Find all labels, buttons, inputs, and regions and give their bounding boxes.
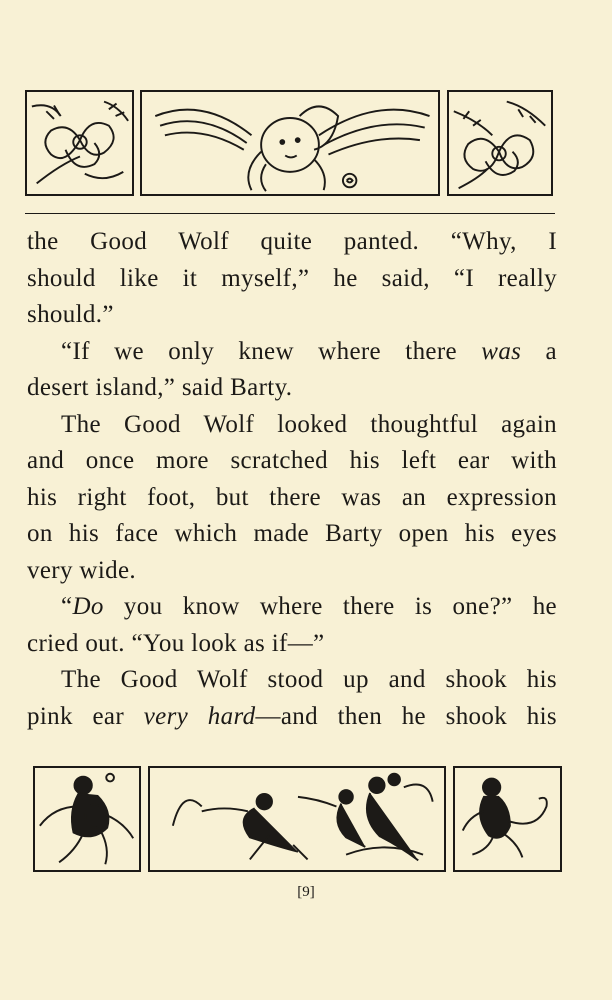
body-text	[27, 224, 557, 735]
monkeys-running-illustration-icon	[150, 768, 444, 870]
text-line	[27, 407, 557, 444]
bottom-border-center-panel	[148, 766, 446, 872]
italic-text: was	[481, 337, 522, 365]
text-run: and once more scratched his left ear with	[27, 447, 557, 474]
text-run: on his face which made Barty open his eyes	[27, 520, 557, 547]
text-line	[27, 370, 557, 407]
text-line	[27, 224, 557, 261]
text-run: “If we only knew where there	[61, 337, 482, 365]
text-run: a	[521, 337, 557, 365]
text-run: should like it myself,” he said, “I really	[27, 264, 557, 292]
text-line	[27, 553, 557, 590]
text-run: The Good Wolf looked thoughtful again	[61, 410, 557, 438]
header-rule	[25, 213, 555, 214]
text-run: very wide.	[27, 556, 137, 584]
text-line	[27, 334, 557, 371]
italic-text: very hard	[143, 702, 256, 730]
text-run: “	[61, 593, 73, 620]
rose-illustration-icon	[449, 92, 551, 194]
bottom-border-right-panel	[453, 766, 562, 872]
monkey-illustration-icon	[455, 768, 560, 870]
text-line	[27, 297, 557, 334]
text-run: desert island,” said Barty.	[27, 374, 293, 401]
text-run: The Good Wolf stood up and shook his	[61, 666, 557, 693]
top-border-right-panel	[447, 90, 553, 196]
text-line	[27, 480, 557, 517]
text-run: the Good Wolf quite panted. “Why, I	[27, 228, 557, 255]
text-line	[27, 443, 557, 480]
text-line	[27, 589, 557, 626]
text-line	[27, 516, 557, 553]
bird-and-girl-illustration-icon	[142, 92, 438, 194]
text-run: —and then he shook his	[255, 702, 557, 730]
text-line	[27, 662, 557, 699]
text-line	[27, 699, 557, 736]
text-run: pink ear	[27, 702, 144, 730]
text-run: his right foot, but there was an expression	[27, 483, 557, 511]
monkey-illustration-icon	[35, 768, 139, 870]
rose-illustration-icon	[27, 92, 132, 194]
text-line	[27, 626, 557, 663]
text-run: cried out. “You look as if—”	[27, 629, 325, 657]
italic-text: Do	[72, 593, 104, 620]
bottom-border-left-panel	[33, 766, 141, 872]
text-line	[27, 261, 557, 298]
text-run: should.”	[27, 301, 114, 328]
text-run: you know where there is one?” he	[103, 593, 557, 620]
page-number: [9]	[297, 884, 315, 900]
top-border-center-panel	[140, 90, 440, 196]
top-border-left-panel	[25, 90, 134, 196]
